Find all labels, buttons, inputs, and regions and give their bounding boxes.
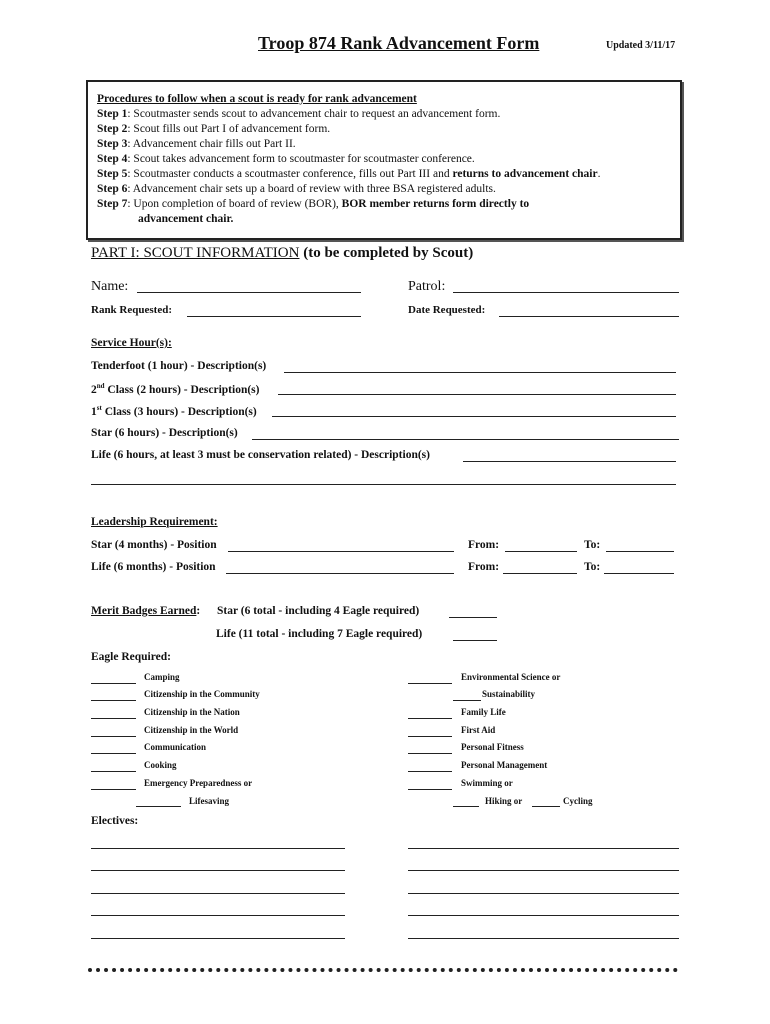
merit-heading: Merit Badges Earned:: [91, 605, 201, 617]
form-title: Troop 874 Rank Advancement Form: [258, 33, 540, 53]
rank-requested-field[interactable]: [187, 316, 361, 317]
step-3: Step 3: Advancement chair fills out Part II.: [97, 138, 296, 150]
elective-field-6[interactable]: [408, 893, 679, 894]
date-requested-label: Date Requested:: [408, 304, 486, 316]
badge-family-life: Family Life: [461, 707, 506, 717]
life-service-field-2[interactable]: [91, 484, 676, 485]
merit-life-field[interactable]: [453, 640, 497, 641]
badge-cooking: Cooking: [144, 760, 177, 770]
life-service-field[interactable]: [463, 461, 676, 462]
first-class-field[interactable]: [272, 416, 676, 417]
tenderfoot-field[interactable]: [284, 372, 676, 373]
badge-first-aid: First Aid: [461, 725, 496, 735]
procedures-heading: Procedures to follow when a scout is ready for rank advancement: [97, 93, 417, 105]
life-position-label: Life (6 months) - Position: [91, 561, 216, 573]
name-label: Name:: [91, 279, 129, 294]
elective-field-10[interactable]: [408, 938, 679, 939]
badge-check-environmental-science[interactable]: [408, 683, 452, 684]
eagle-required-heading: Eagle Required:: [91, 651, 171, 663]
star-to-label: To:: [584, 539, 601, 551]
elective-field-1[interactable]: [91, 848, 345, 849]
life-from-field[interactable]: [503, 573, 577, 574]
badge-communication: Communication: [144, 742, 207, 752]
star-from-field[interactable]: [505, 551, 577, 552]
merit-life-label: Life (11 total - including 7 Eagle required): [216, 628, 423, 640]
star-service-field[interactable]: [252, 439, 679, 440]
step-7: Step 7: Upon completion of board of review (BOR), BOR member returns form directly to: [97, 198, 530, 210]
badge-environmental-science: Environmental Science or: [461, 672, 561, 682]
life-to-field[interactable]: [604, 573, 674, 574]
step-2: Step 2: Scout fills out Part I of advancement form.: [97, 123, 331, 135]
rank-requested-label: Rank Requested:: [91, 304, 172, 316]
badge-citizenship-community: Citizenship in the Community: [144, 689, 260, 699]
badge-check-cooking[interactable]: [91, 771, 136, 772]
service-heading: Service Hour(s):: [91, 337, 172, 349]
badge-personal-management: Personal Management: [461, 760, 548, 770]
badge-check-hiking[interactable]: [453, 806, 479, 807]
badge-check-citizenship-community[interactable]: [91, 700, 136, 701]
star-from-label: From:: [468, 539, 500, 551]
badge-check-citizenship-world[interactable]: [91, 736, 136, 737]
elective-field-8[interactable]: [408, 915, 679, 916]
elective-field-3[interactable]: [91, 870, 345, 871]
badge-check-family-life[interactable]: [408, 718, 452, 719]
badge-check-citizenship-nation[interactable]: [91, 718, 136, 719]
elective-field-5[interactable]: [91, 893, 345, 894]
elective-field-2[interactable]: [408, 848, 679, 849]
star-service-label: Star (6 hours) - Description(s): [91, 427, 238, 439]
life-service-label: Life (6 hours, at least 3 must be conservation related) - Description(s): [91, 449, 430, 461]
patrol-label: Patrol:: [408, 279, 446, 294]
star-position-label: Star (4 months) - Position: [91, 539, 217, 551]
star-position-field[interactable]: [228, 551, 454, 552]
second-class-label: 2nd Class (2 hours) - Description(s): [91, 382, 260, 396]
elective-field-4[interactable]: [408, 870, 679, 871]
dotted-separator: [88, 968, 678, 972]
badge-sustainability: Sustainability: [482, 689, 536, 699]
step-5: Step 5: Scoutmaster conducts a scoutmaster conference, fills out Part III and returns to advancement chair.: [97, 168, 601, 180]
step-6: Step 6: Advancement chair sets up a board of review with three BSA registered adults.: [97, 183, 496, 195]
procedures-content: [97, 92, 600, 227]
life-position-field[interactable]: [226, 573, 454, 574]
badge-check-camping[interactable]: [91, 683, 136, 684]
badge-check-first-aid[interactable]: [408, 736, 452, 737]
date-requested-field[interactable]: [499, 316, 679, 317]
badge-cycling: Cycling: [563, 796, 593, 806]
life-from-label: From:: [468, 561, 500, 573]
star-to-field[interactable]: [606, 551, 674, 552]
merit-star-field[interactable]: [449, 617, 497, 618]
leadership-heading: Leadership Requirement:: [91, 516, 218, 528]
badge-emergency-preparedness: Emergency Preparedness or: [144, 778, 253, 788]
badge-check-cycling[interactable]: [532, 806, 560, 807]
step-4: Step 4: Scout takes advancement form to scoutmaster for scoutmaster conference.: [97, 153, 475, 165]
badge-check-emergency-preparedness[interactable]: [91, 789, 136, 790]
updated-date: Updated 3/11/17: [606, 40, 676, 51]
badge-check-lifesaving[interactable]: [136, 806, 181, 807]
merit-star-label: Star (6 total - including 4 Eagle required): [217, 605, 420, 617]
life-to-label: To:: [584, 561, 601, 573]
badge-camping: Camping: [144, 672, 180, 682]
step-1: Step 1: Scoutmaster sends scout to advancement chair to request an advancement form.: [97, 108, 501, 120]
badge-personal-fitness: Personal Fitness: [461, 742, 524, 752]
badge-check-sustainability[interactable]: [453, 700, 481, 701]
step-7-continued: advancement chair.: [138, 213, 234, 225]
second-class-field[interactable]: [278, 394, 676, 395]
patrol-field[interactable]: [453, 292, 679, 293]
badge-check-swimming[interactable]: [408, 789, 452, 790]
badge-check-personal-fitness[interactable]: [408, 753, 452, 754]
badge-citizenship-nation: Citizenship in the Nation: [144, 707, 240, 717]
elective-field-7[interactable]: [91, 915, 345, 916]
elective-field-9[interactable]: [91, 938, 345, 939]
badge-swimming: Swimming or: [461, 778, 513, 788]
badge-check-communication[interactable]: [91, 753, 136, 754]
electives-heading: Electives:: [91, 815, 139, 827]
badge-hiking: Hiking or: [485, 796, 523, 806]
part1-heading: PART I: SCOUT INFORMATION (to be completed by Scout): [91, 245, 474, 261]
badge-citizenship-world: Citizenship in the World: [144, 725, 239, 735]
name-field[interactable]: [137, 292, 361, 293]
badge-check-personal-management[interactable]: [408, 771, 452, 772]
badge-lifesaving: Lifesaving: [189, 796, 230, 806]
tenderfoot-label: Tenderfoot (1 hour) - Description(s): [91, 360, 267, 372]
first-class-label: 1st Class (3 hours) - Description(s): [91, 404, 257, 418]
